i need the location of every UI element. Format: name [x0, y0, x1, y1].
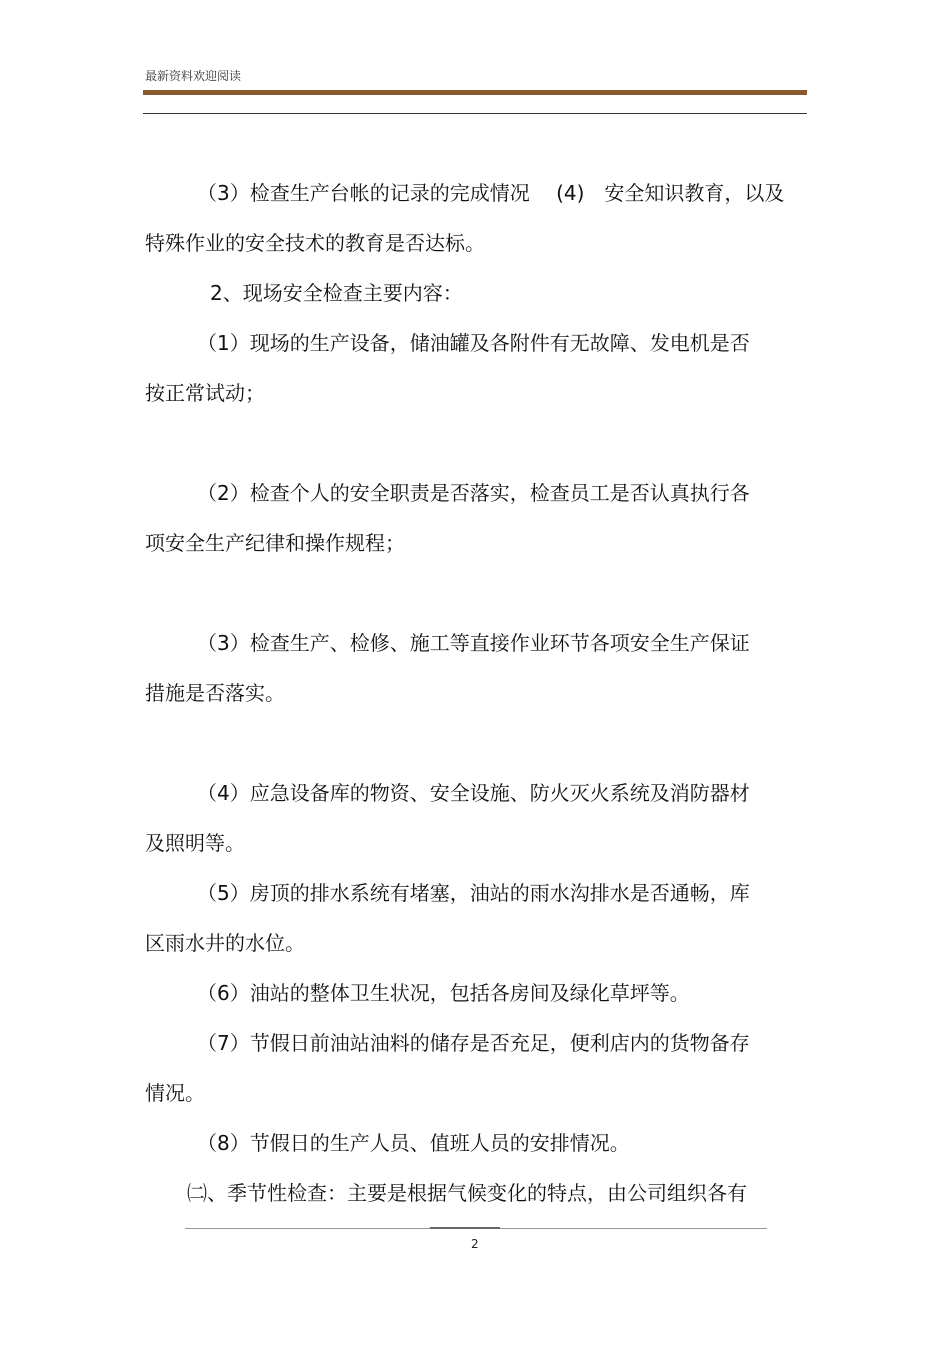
paragraph-line: （8）节假日的生产人员、值班人员的安排情况。: [197, 1131, 630, 1155]
section-heading: 2、现场安全检查主要内容：: [210, 281, 463, 305]
paragraph-line: （4）应急设备库的物资、安全设施、防火灭火系统及消防器材: [197, 781, 750, 805]
paragraph-line: 区雨水井的水位。: [145, 931, 305, 955]
page-number: 2: [471, 1237, 479, 1251]
paragraph-line: （7）节假日前油站油料的储存是否充足，便利店内的货物备存: [197, 1031, 750, 1055]
footer-rule-accent: [430, 1227, 500, 1229]
paragraph-line: 措施是否落实。: [145, 681, 285, 705]
header-rule-thin: [143, 113, 807, 114]
paragraph-line: 特殊作业的安全技术的教育是否达标。: [145, 231, 485, 255]
paragraph-line: 情况。: [145, 1081, 205, 1105]
paragraph-line: 及照明等。: [145, 831, 245, 855]
paragraph-line: 按正常试动；: [145, 381, 265, 405]
paragraph-line: （6）油站的整体卫生状况，包括各房间及绿化草坪等。: [197, 981, 690, 1005]
paragraph-line: ㈡、季节性检查：主要是根据气候变化的特点，由公司组织各有: [187, 1181, 747, 1205]
paragraph-line: 项安全生产纪律和操作规程；: [145, 531, 405, 555]
header-rule-thick: [143, 90, 807, 95]
paragraph-line: （2）检查个人的安全职责是否落实，检查员工是否认真执行各: [197, 481, 750, 505]
paragraph-line: （3）检查生产、检修、施工等直接作业环节各项安全生产保证: [197, 631, 750, 655]
paragraph-line: （1）现场的生产设备，储油罐及各附件有无故障、发电机是否: [197, 331, 750, 355]
paragraph-line: （5）房顶的排水系统有堵塞，油站的雨水沟排水是否通畅，库: [197, 881, 750, 905]
paragraph-line: （3）检查生产台帐的记录的完成情况 (4) 安全知识教育，以及: [197, 181, 785, 205]
page-header: 最新资料欢迎阅读: [145, 69, 242, 83]
